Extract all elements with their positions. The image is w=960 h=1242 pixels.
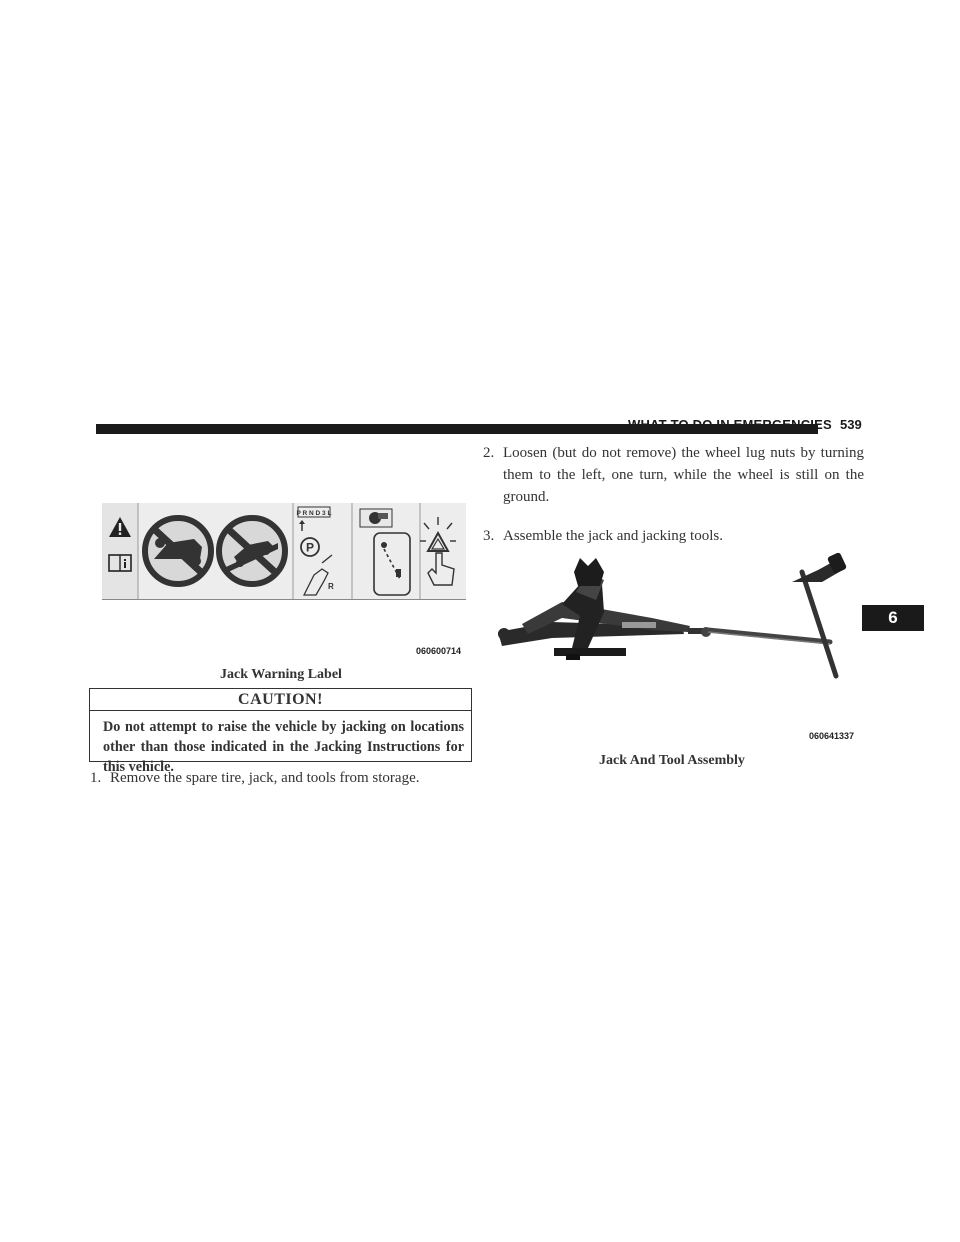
caution-title: CAUTION!	[90, 689, 471, 711]
lug-wrench-icon	[792, 552, 847, 676]
no-slope-icon	[219, 518, 285, 584]
figure-code-jack-tool: 060641337	[809, 731, 855, 741]
step-text: Remove the spare tire, jack, and tools from storage.	[110, 770, 420, 786]
caption-jack-tool: Jack And Tool Assembly	[599, 753, 745, 768]
park-gear-icon	[297, 507, 334, 595]
section-title: WHAT TO DO IN EMERGENCIES	[628, 417, 832, 432]
chapter-tab: 6	[862, 605, 924, 631]
page-number: 539	[840, 417, 862, 432]
scissor-jack-icon	[498, 558, 711, 660]
jack-warning-label-figure	[102, 503, 466, 600]
jacking-point-icon	[360, 509, 410, 595]
step-number: 1.	[90, 770, 102, 786]
hazard-button-icon	[420, 517, 456, 585]
caption-jack-warning: Jack Warning Label	[220, 667, 342, 682]
step-1	[90, 767, 474, 789]
step-number: 2.	[483, 445, 495, 461]
jack-handle-icon	[708, 630, 830, 644]
jack-tool-assembly-figure	[492, 552, 862, 682]
gear-display-text: P R N D 3 L	[296, 510, 332, 517]
step-text: Loosen (but do not remove) the wheel lug nuts by turning them to the left, one turn, while the wheel is still on the ground.	[503, 445, 864, 505]
step-text: Assemble the jack and jacking tools.	[503, 528, 723, 544]
caution-box	[89, 688, 472, 775]
park-text: P	[305, 540, 315, 555]
step-2	[483, 442, 864, 508]
step-number: 3.	[483, 528, 495, 544]
figure-code-jack-warning: 060600714	[416, 646, 462, 656]
step-3	[483, 525, 864, 547]
no-crawl-under-icon	[145, 518, 211, 584]
caution-text: Do not attempt to raise the vehicle by jacking on locations other than those indicated in the Jacking Instructions for this vehicle.	[103, 719, 464, 775]
reverse-text: R	[328, 582, 334, 591]
